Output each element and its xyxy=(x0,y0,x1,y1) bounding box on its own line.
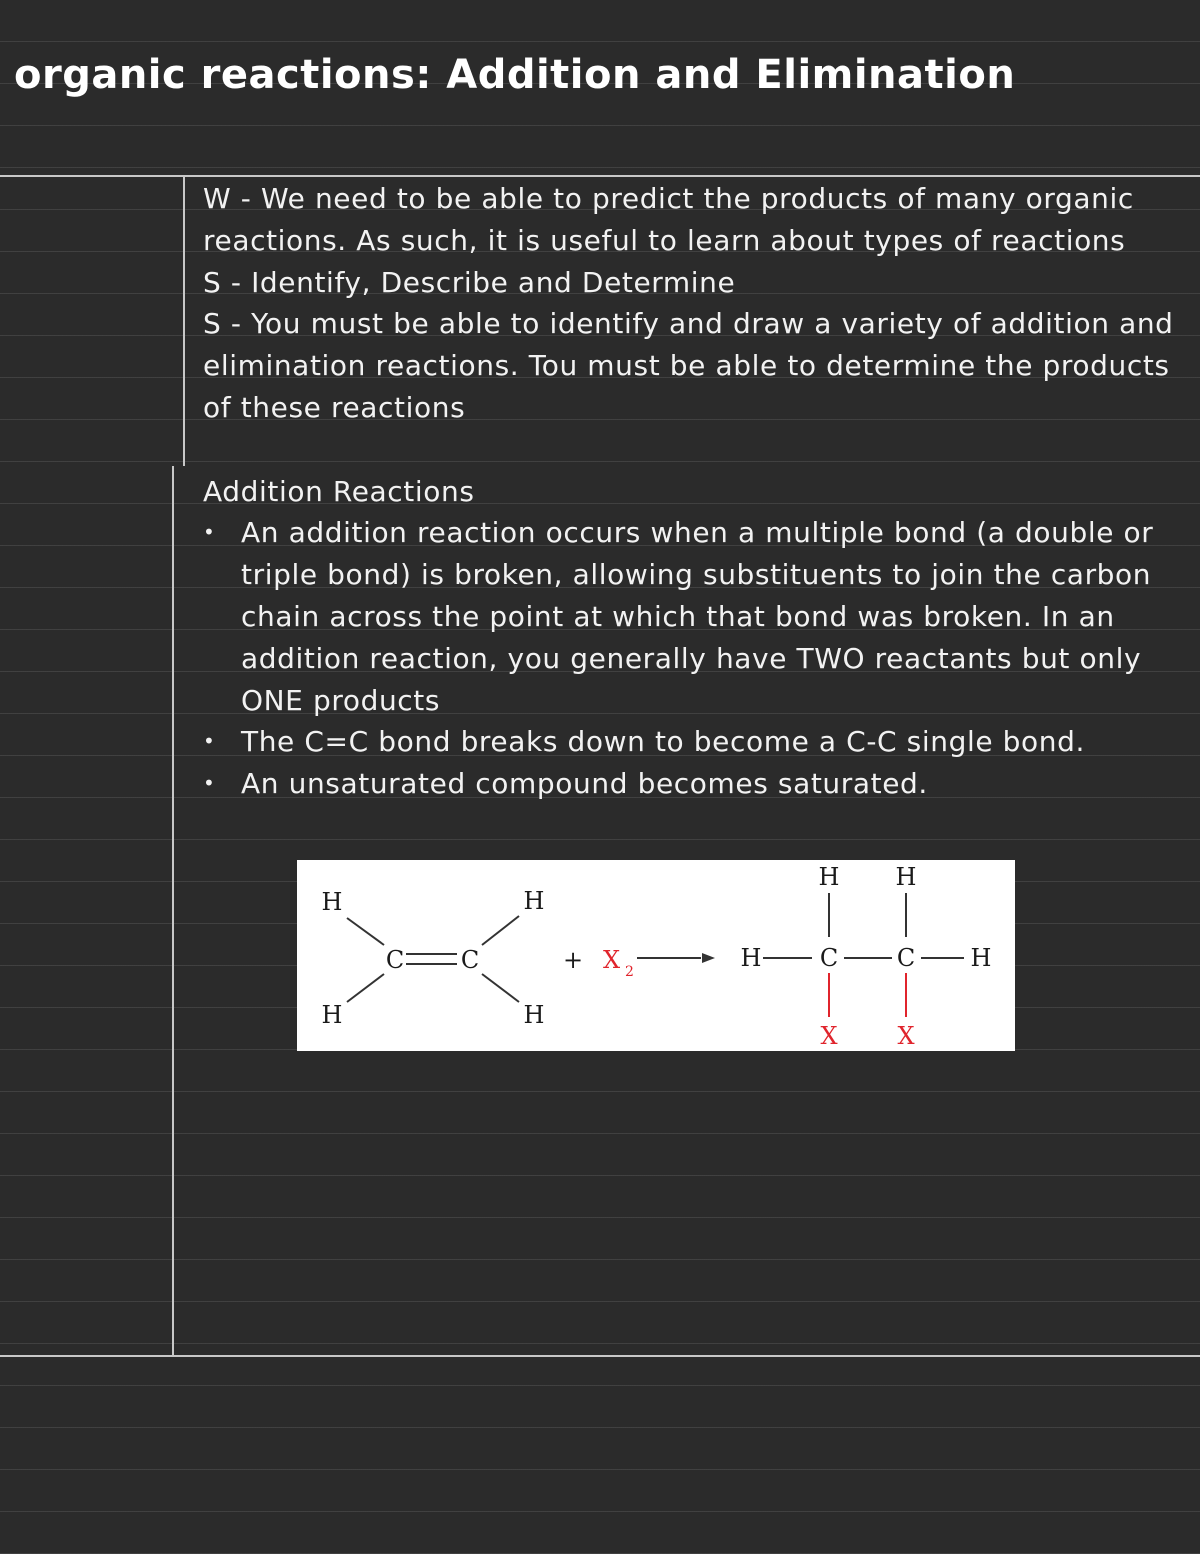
list-item xyxy=(203,721,1188,763)
reagent-x: X xyxy=(603,946,621,974)
atom-c: C xyxy=(460,946,480,974)
atom-c: C xyxy=(896,944,916,972)
notes-body xyxy=(203,178,1188,805)
spacer xyxy=(203,429,1188,471)
atom-h: H xyxy=(818,863,840,891)
objective-s1: S - Identify, Describe and Determine xyxy=(203,265,736,299)
footer-divider xyxy=(0,1355,1200,1357)
product-x-atoms xyxy=(820,1022,914,1050)
bullet-text: An unsaturated compound becomes saturated. xyxy=(241,767,928,801)
header-divider xyxy=(0,175,1200,177)
bullet-icon: • xyxy=(203,729,216,754)
reagent-subscript: 2 xyxy=(625,964,634,980)
atom-x: X xyxy=(897,1022,915,1050)
bullet-text: An addition reaction occurs when a multiple bond (a double or triple bond) is broken, allowing substituents to join the carbon chain across the point at which that bond was broken. In an addition reaction, you generally have TWO reactants but only ONE products xyxy=(241,516,1154,717)
atom-h: H xyxy=(321,888,343,916)
atom-h: H xyxy=(895,863,917,891)
margin-line-lower xyxy=(172,466,174,1356)
atom-x: X xyxy=(820,1022,838,1050)
list-item xyxy=(203,763,1188,805)
atom-h: H xyxy=(740,944,762,972)
product-bonds xyxy=(763,893,964,958)
addition-reaction-diagram xyxy=(297,860,1015,1051)
bullet-icon: • xyxy=(203,771,216,796)
objective-s2: S - You must be able to identify and draw a variety of addition and elimination reactions. Tou must be able to determine the products of these reactions xyxy=(203,307,1174,424)
reactant-atoms xyxy=(322,887,584,1029)
arrow-head xyxy=(702,953,715,963)
bullet-list xyxy=(203,512,1188,805)
atom-h: H xyxy=(523,887,545,915)
plus-sign: + xyxy=(562,946,584,974)
atom-c: C xyxy=(819,944,839,972)
product-atoms xyxy=(741,863,992,972)
list-item xyxy=(203,512,1188,721)
atom-h: H xyxy=(970,944,992,972)
margin-line xyxy=(183,176,185,466)
atom-c: C xyxy=(385,946,405,974)
bullet-icon: • xyxy=(203,520,216,545)
product-x-bonds xyxy=(829,973,906,1017)
atom-h: H xyxy=(523,1001,545,1029)
section-heading: Addition Reactions xyxy=(203,474,475,508)
reaction-scheme xyxy=(297,860,1015,1051)
page-title: organic reactions: Addition and Elimination xyxy=(14,52,1016,98)
bullet-text: The C=C bond breaks down to become a C-C single bond. xyxy=(241,725,1085,759)
atom-h: H xyxy=(321,1001,343,1029)
objective-w: W - We need to be able to predict the products of many organic reactions. As such, it is useful to learn about types of reactions xyxy=(203,182,1134,257)
